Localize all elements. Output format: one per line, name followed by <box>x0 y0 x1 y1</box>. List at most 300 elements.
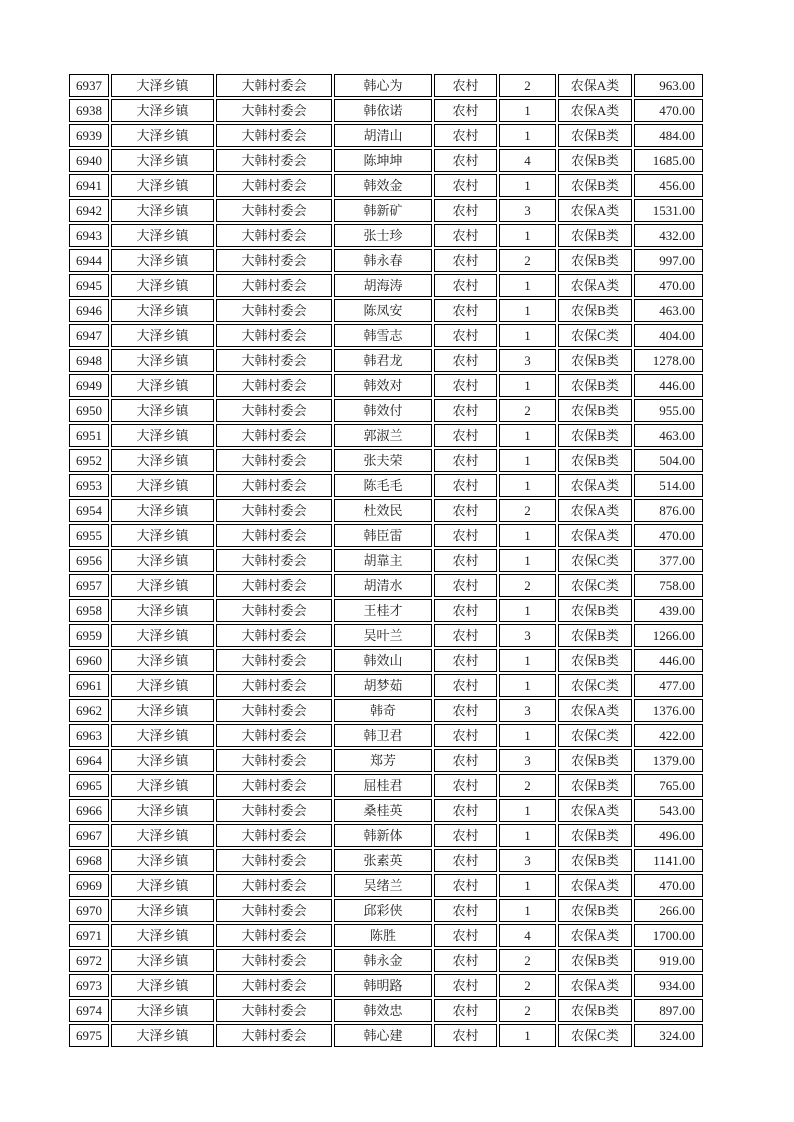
cell-person-count: 3 <box>499 699 556 722</box>
table-row <box>69 299 703 322</box>
cell-village-committee: 大韩村委会 <box>216 549 332 572</box>
table-row <box>69 474 703 497</box>
cell-hukou-type: 农村 <box>434 774 497 797</box>
table-row <box>69 499 703 522</box>
cell-person-count: 1 <box>499 724 556 747</box>
cell-person-name: 韩效对 <box>334 374 432 397</box>
cell-insurance-category: 农保A类 <box>558 99 632 122</box>
cell-amount: 758.00 <box>634 574 703 597</box>
table-row <box>69 574 703 597</box>
cell-serial-number: 6966 <box>69 799 109 822</box>
cell-serial-number: 6940 <box>69 149 109 172</box>
cell-insurance-category: 农保C类 <box>558 574 632 597</box>
cell-town-name: 大泽乡镇 <box>111 849 214 872</box>
cell-person-name: 韩心建 <box>334 1024 432 1047</box>
cell-insurance-category: 农保A类 <box>558 524 632 547</box>
cell-person-count: 3 <box>499 349 556 372</box>
table-row <box>69 399 703 422</box>
cell-town-name: 大泽乡镇 <box>111 799 214 822</box>
cell-village-committee: 大韩村委会 <box>216 124 332 147</box>
cell-person-name: 韩君龙 <box>334 349 432 372</box>
cell-serial-number: 6956 <box>69 549 109 572</box>
cell-person-count: 2 <box>499 999 556 1022</box>
cell-person-name: 吴绪兰 <box>334 874 432 897</box>
cell-insurance-category: 农保B类 <box>558 174 632 197</box>
table-row <box>69 699 703 722</box>
cell-insurance-category: 农保B类 <box>558 599 632 622</box>
cell-amount: 432.00 <box>634 224 703 247</box>
cell-person-count: 1 <box>499 874 556 897</box>
cell-person-name: 韩心为 <box>334 74 432 97</box>
cell-amount: 470.00 <box>634 874 703 897</box>
cell-serial-number: 6946 <box>69 299 109 322</box>
cell-serial-number: 6974 <box>69 999 109 1022</box>
cell-serial-number: 6963 <box>69 724 109 747</box>
cell-insurance-category: 农保B类 <box>558 449 632 472</box>
cell-village-committee: 大韩村委会 <box>216 724 332 747</box>
cell-insurance-category: 农保B类 <box>558 624 632 647</box>
cell-person-count: 3 <box>499 749 556 772</box>
cell-person-count: 3 <box>499 199 556 222</box>
cell-insurance-category: 农保C类 <box>558 724 632 747</box>
cell-village-committee: 大韩村委会 <box>216 449 332 472</box>
cell-person-name: 桑桂英 <box>334 799 432 822</box>
table-row <box>69 324 703 347</box>
cell-town-name: 大泽乡镇 <box>111 774 214 797</box>
cell-village-committee: 大韩村委会 <box>216 1024 332 1047</box>
table-row <box>69 599 703 622</box>
cell-insurance-category: 农保B类 <box>558 774 632 797</box>
cell-village-committee: 大韩村委会 <box>216 774 332 797</box>
cell-person-name: 陈坤坤 <box>334 149 432 172</box>
cell-village-committee: 大韩村委会 <box>216 324 332 347</box>
cell-amount: 377.00 <box>634 549 703 572</box>
cell-town-name: 大泽乡镇 <box>111 449 214 472</box>
cell-insurance-category: 农保B类 <box>558 374 632 397</box>
cell-person-count: 1 <box>499 224 556 247</box>
table-row <box>69 199 703 222</box>
cell-village-committee: 大韩村委会 <box>216 174 332 197</box>
cell-hukou-type: 农村 <box>434 174 497 197</box>
cell-town-name: 大泽乡镇 <box>111 224 214 247</box>
cell-hukou-type: 农村 <box>434 374 497 397</box>
cell-town-name: 大泽乡镇 <box>111 649 214 672</box>
cell-insurance-category: 农保A类 <box>558 874 632 897</box>
cell-serial-number: 6939 <box>69 124 109 147</box>
cell-hukou-type: 农村 <box>434 474 497 497</box>
cell-hukou-type: 农村 <box>434 849 497 872</box>
cell-hukou-type: 农村 <box>434 924 497 947</box>
cell-village-committee: 大韩村委会 <box>216 299 332 322</box>
cell-hukou-type: 农村 <box>434 424 497 447</box>
cell-village-committee: 大韩村委会 <box>216 274 332 297</box>
cell-hukou-type: 农村 <box>434 399 497 422</box>
cell-village-committee: 大韩村委会 <box>216 699 332 722</box>
cell-amount: 422.00 <box>634 724 703 747</box>
cell-serial-number: 6953 <box>69 474 109 497</box>
cell-person-count: 2 <box>499 399 556 422</box>
cell-hukou-type: 农村 <box>434 124 497 147</box>
cell-hukou-type: 农村 <box>434 224 497 247</box>
cell-person-count: 4 <box>499 149 556 172</box>
cell-amount: 470.00 <box>634 274 703 297</box>
cell-serial-number: 6941 <box>69 174 109 197</box>
cell-person-name: 韩臣雷 <box>334 524 432 547</box>
table-row <box>69 949 703 972</box>
cell-amount: 514.00 <box>634 474 703 497</box>
cell-person-count: 1 <box>499 324 556 347</box>
cell-insurance-category: 农保B类 <box>558 424 632 447</box>
cell-village-committee: 大韩村委会 <box>216 799 332 822</box>
cell-person-name: 韩卫君 <box>334 724 432 747</box>
table-row <box>69 424 703 447</box>
cell-town-name: 大泽乡镇 <box>111 474 214 497</box>
cell-person-name: 胡靠主 <box>334 549 432 572</box>
cell-town-name: 大泽乡镇 <box>111 249 214 272</box>
cell-person-name: 张士珍 <box>334 224 432 247</box>
cell-person-name: 韩新矿 <box>334 199 432 222</box>
cell-person-name: 陈胜 <box>334 924 432 947</box>
cell-serial-number: 6970 <box>69 899 109 922</box>
cell-town-name: 大泽乡镇 <box>111 399 214 422</box>
table-row <box>69 549 703 572</box>
cell-insurance-category: 农保A类 <box>558 799 632 822</box>
cell-village-committee: 大韩村委会 <box>216 849 332 872</box>
cell-person-name: 张素英 <box>334 849 432 872</box>
cell-village-committee: 大韩村委会 <box>216 499 332 522</box>
cell-hukou-type: 农村 <box>434 1024 497 1047</box>
cell-person-count: 1 <box>499 549 556 572</box>
cell-village-committee: 大韩村委会 <box>216 974 332 997</box>
cell-village-committee: 大韩村委会 <box>216 399 332 422</box>
cell-town-name: 大泽乡镇 <box>111 874 214 897</box>
cell-serial-number: 6944 <box>69 249 109 272</box>
cell-person-name: 韩奇 <box>334 699 432 722</box>
cell-town-name: 大泽乡镇 <box>111 1024 214 1047</box>
table-row <box>69 524 703 547</box>
cell-insurance-category: 农保A类 <box>558 74 632 97</box>
cell-amount: 470.00 <box>634 99 703 122</box>
cell-serial-number: 6965 <box>69 774 109 797</box>
cell-town-name: 大泽乡镇 <box>111 724 214 747</box>
cell-hukou-type: 农村 <box>434 299 497 322</box>
cell-village-committee: 大韩村委会 <box>216 474 332 497</box>
cell-person-count: 3 <box>499 624 556 647</box>
cell-person-name: 郑芳 <box>334 749 432 772</box>
table-row <box>69 724 703 747</box>
cell-amount: 496.00 <box>634 824 703 847</box>
cell-village-committee: 大韩村委会 <box>216 624 332 647</box>
cell-serial-number: 6973 <box>69 974 109 997</box>
cell-village-committee: 大韩村委会 <box>216 674 332 697</box>
cell-serial-number: 6960 <box>69 649 109 672</box>
cell-hukou-type: 农村 <box>434 649 497 672</box>
cell-amount: 1278.00 <box>634 349 703 372</box>
cell-insurance-category: 农保C类 <box>558 1024 632 1047</box>
cell-person-count: 2 <box>499 74 556 97</box>
cell-amount: 1700.00 <box>634 924 703 947</box>
cell-person-count: 4 <box>499 924 556 947</box>
cell-person-count: 2 <box>499 949 556 972</box>
cell-person-name: 杜效民 <box>334 499 432 522</box>
table-row <box>69 374 703 397</box>
cell-village-committee: 大韩村委会 <box>216 74 332 97</box>
cell-village-committee: 大韩村委会 <box>216 424 332 447</box>
table-row <box>69 149 703 172</box>
cell-hukou-type: 农村 <box>434 974 497 997</box>
cell-town-name: 大泽乡镇 <box>111 949 214 972</box>
cell-amount: 470.00 <box>634 524 703 547</box>
cell-town-name: 大泽乡镇 <box>111 374 214 397</box>
cell-serial-number: 6968 <box>69 849 109 872</box>
cell-village-committee: 大韩村委会 <box>216 824 332 847</box>
cell-amount: 765.00 <box>634 774 703 797</box>
table-row <box>69 449 703 472</box>
cell-insurance-category: 农保C类 <box>558 674 632 697</box>
cell-amount: 1379.00 <box>634 749 703 772</box>
cell-hukou-type: 农村 <box>434 749 497 772</box>
cell-amount: 919.00 <box>634 949 703 972</box>
cell-serial-number: 6945 <box>69 274 109 297</box>
cell-town-name: 大泽乡镇 <box>111 624 214 647</box>
table-row <box>69 649 703 672</box>
table-row <box>69 799 703 822</box>
cell-hukou-type: 农村 <box>434 674 497 697</box>
cell-person-count: 1 <box>499 274 556 297</box>
cell-insurance-category: 农保B类 <box>558 149 632 172</box>
table-row <box>69 749 703 772</box>
cell-amount: 439.00 <box>634 599 703 622</box>
cell-serial-number: 6943 <box>69 224 109 247</box>
cell-village-committee: 大韩村委会 <box>216 149 332 172</box>
cell-serial-number: 6954 <box>69 499 109 522</box>
cell-person-count: 1 <box>499 674 556 697</box>
cell-town-name: 大泽乡镇 <box>111 324 214 347</box>
cell-amount: 963.00 <box>634 74 703 97</box>
cell-village-committee: 大韩村委会 <box>216 374 332 397</box>
cell-person-name: 屈桂君 <box>334 774 432 797</box>
cell-hukou-type: 农村 <box>434 549 497 572</box>
cell-serial-number: 6967 <box>69 824 109 847</box>
cell-serial-number: 6952 <box>69 449 109 472</box>
cell-amount: 897.00 <box>634 999 703 1022</box>
cell-person-name: 韩效忠 <box>334 999 432 1022</box>
cell-hukou-type: 农村 <box>434 599 497 622</box>
cell-amount: 1266.00 <box>634 624 703 647</box>
cell-person-name: 王桂才 <box>334 599 432 622</box>
cell-serial-number: 6938 <box>69 99 109 122</box>
cell-amount: 477.00 <box>634 674 703 697</box>
cell-person-name: 韩效山 <box>334 649 432 672</box>
cell-person-count: 1 <box>499 124 556 147</box>
cell-town-name: 大泽乡镇 <box>111 124 214 147</box>
cell-amount: 997.00 <box>634 249 703 272</box>
cell-insurance-category: 农保B类 <box>558 649 632 672</box>
cell-hukou-type: 农村 <box>434 899 497 922</box>
cell-person-count: 2 <box>499 574 556 597</box>
cell-insurance-category: 农保A类 <box>558 699 632 722</box>
table-row <box>69 774 703 797</box>
table-row <box>69 74 703 97</box>
cell-amount: 456.00 <box>634 174 703 197</box>
cell-serial-number: 6955 <box>69 524 109 547</box>
cell-hukou-type: 农村 <box>434 949 497 972</box>
cell-town-name: 大泽乡镇 <box>111 424 214 447</box>
cell-hukou-type: 农村 <box>434 699 497 722</box>
cell-amount: 404.00 <box>634 324 703 347</box>
cell-town-name: 大泽乡镇 <box>111 174 214 197</box>
cell-village-committee: 大韩村委会 <box>216 524 332 547</box>
cell-person-name: 韩雪志 <box>334 324 432 347</box>
cell-person-name: 韩效付 <box>334 399 432 422</box>
cell-person-name: 陈凤安 <box>334 299 432 322</box>
table-row <box>69 99 703 122</box>
cell-town-name: 大泽乡镇 <box>111 549 214 572</box>
cell-insurance-category: 农保B类 <box>558 349 632 372</box>
table-row <box>69 249 703 272</box>
cell-hukou-type: 农村 <box>434 74 497 97</box>
cell-village-committee: 大韩村委会 <box>216 574 332 597</box>
cell-person-name: 胡清水 <box>334 574 432 597</box>
cell-hukou-type: 农村 <box>434 449 497 472</box>
cell-town-name: 大泽乡镇 <box>111 499 214 522</box>
cell-village-committee: 大韩村委会 <box>216 899 332 922</box>
cell-person-name: 吴叶兰 <box>334 624 432 647</box>
cell-person-count: 1 <box>499 524 556 547</box>
cell-insurance-category: 农保B类 <box>558 899 632 922</box>
cell-person-name: 张夫荣 <box>334 449 432 472</box>
cell-serial-number: 6951 <box>69 424 109 447</box>
cell-person-count: 1 <box>499 599 556 622</box>
cell-amount: 446.00 <box>634 649 703 672</box>
cell-person-count: 1 <box>499 799 556 822</box>
cell-hukou-type: 农村 <box>434 574 497 597</box>
cell-person-count: 1 <box>499 174 556 197</box>
cell-insurance-category: 农保C类 <box>558 549 632 572</box>
cell-person-name: 陈毛毛 <box>334 474 432 497</box>
cell-person-count: 1 <box>499 299 556 322</box>
table-row <box>69 124 703 147</box>
cell-hukou-type: 农村 <box>434 724 497 747</box>
cell-hukou-type: 农村 <box>434 824 497 847</box>
cell-serial-number: 6937 <box>69 74 109 97</box>
cell-village-committee: 大韩村委会 <box>216 999 332 1022</box>
table-row <box>69 874 703 897</box>
cell-insurance-category: 农保A类 <box>558 499 632 522</box>
cell-amount: 1141.00 <box>634 849 703 872</box>
cell-serial-number: 6975 <box>69 1024 109 1047</box>
cell-serial-number: 6972 <box>69 949 109 972</box>
cell-serial-number: 6949 <box>69 374 109 397</box>
cell-town-name: 大泽乡镇 <box>111 299 214 322</box>
cell-serial-number: 6959 <box>69 624 109 647</box>
cell-amount: 955.00 <box>634 399 703 422</box>
cell-village-committee: 大韩村委会 <box>216 224 332 247</box>
cell-person-name: 韩永金 <box>334 949 432 972</box>
cell-amount: 1376.00 <box>634 699 703 722</box>
cell-town-name: 大泽乡镇 <box>111 924 214 947</box>
cell-village-committee: 大韩村委会 <box>216 749 332 772</box>
cell-insurance-category: 农保B类 <box>558 249 632 272</box>
cell-hukou-type: 农村 <box>434 874 497 897</box>
benefit-roster-table <box>67 72 705 1049</box>
cell-hukou-type: 农村 <box>434 799 497 822</box>
cell-amount: 504.00 <box>634 449 703 472</box>
cell-village-committee: 大韩村委会 <box>216 199 332 222</box>
cell-town-name: 大泽乡镇 <box>111 99 214 122</box>
cell-hukou-type: 农村 <box>434 524 497 547</box>
cell-person-name: 韩明路 <box>334 974 432 997</box>
cell-insurance-category: 农保A类 <box>558 274 632 297</box>
cell-person-count: 2 <box>499 499 556 522</box>
cell-town-name: 大泽乡镇 <box>111 74 214 97</box>
cell-person-name: 韩效金 <box>334 174 432 197</box>
cell-serial-number: 6964 <box>69 749 109 772</box>
table-row <box>69 349 703 372</box>
cell-village-committee: 大韩村委会 <box>216 924 332 947</box>
cell-hukou-type: 农村 <box>434 499 497 522</box>
cell-person-count: 1 <box>499 374 556 397</box>
cell-amount: 484.00 <box>634 124 703 147</box>
cell-insurance-category: 农保A类 <box>558 974 632 997</box>
cell-person-count: 3 <box>499 849 556 872</box>
cell-person-name: 邱彩侠 <box>334 899 432 922</box>
cell-hukou-type: 农村 <box>434 999 497 1022</box>
cell-insurance-category: 农保B类 <box>558 299 632 322</box>
cell-insurance-category: 农保B类 <box>558 224 632 247</box>
cell-town-name: 大泽乡镇 <box>111 674 214 697</box>
table-row <box>69 974 703 997</box>
cell-serial-number: 6961 <box>69 674 109 697</box>
cell-hukou-type: 农村 <box>434 624 497 647</box>
cell-town-name: 大泽乡镇 <box>111 274 214 297</box>
table-body <box>69 74 703 1047</box>
cell-amount: 543.00 <box>634 799 703 822</box>
cell-person-count: 1 <box>499 424 556 447</box>
cell-town-name: 大泽乡镇 <box>111 199 214 222</box>
cell-person-name: 韩依诺 <box>334 99 432 122</box>
cell-town-name: 大泽乡镇 <box>111 149 214 172</box>
cell-insurance-category: 农保B类 <box>558 999 632 1022</box>
cell-amount: 463.00 <box>634 424 703 447</box>
cell-serial-number: 6948 <box>69 349 109 372</box>
cell-hukou-type: 农村 <box>434 149 497 172</box>
cell-person-name: 胡清山 <box>334 124 432 147</box>
cell-amount: 1531.00 <box>634 199 703 222</box>
cell-hukou-type: 农村 <box>434 349 497 372</box>
cell-serial-number: 6957 <box>69 574 109 597</box>
cell-person-count: 1 <box>499 649 556 672</box>
cell-person-count: 1 <box>499 1024 556 1047</box>
cell-person-count: 2 <box>499 774 556 797</box>
cell-village-committee: 大韩村委会 <box>216 249 332 272</box>
cell-serial-number: 6969 <box>69 874 109 897</box>
cell-town-name: 大泽乡镇 <box>111 999 214 1022</box>
cell-serial-number: 6971 <box>69 924 109 947</box>
cell-person-name: 韩新体 <box>334 824 432 847</box>
table-row <box>69 899 703 922</box>
cell-insurance-category: 农保A类 <box>558 474 632 497</box>
cell-town-name: 大泽乡镇 <box>111 574 214 597</box>
cell-amount: 1685.00 <box>634 149 703 172</box>
cell-person-name: 胡梦茹 <box>334 674 432 697</box>
cell-amount: 876.00 <box>634 499 703 522</box>
cell-serial-number: 6942 <box>69 199 109 222</box>
cell-person-count: 1 <box>499 899 556 922</box>
cell-serial-number: 6950 <box>69 399 109 422</box>
cell-insurance-category: 农保B类 <box>558 399 632 422</box>
cell-village-committee: 大韩村委会 <box>216 99 332 122</box>
